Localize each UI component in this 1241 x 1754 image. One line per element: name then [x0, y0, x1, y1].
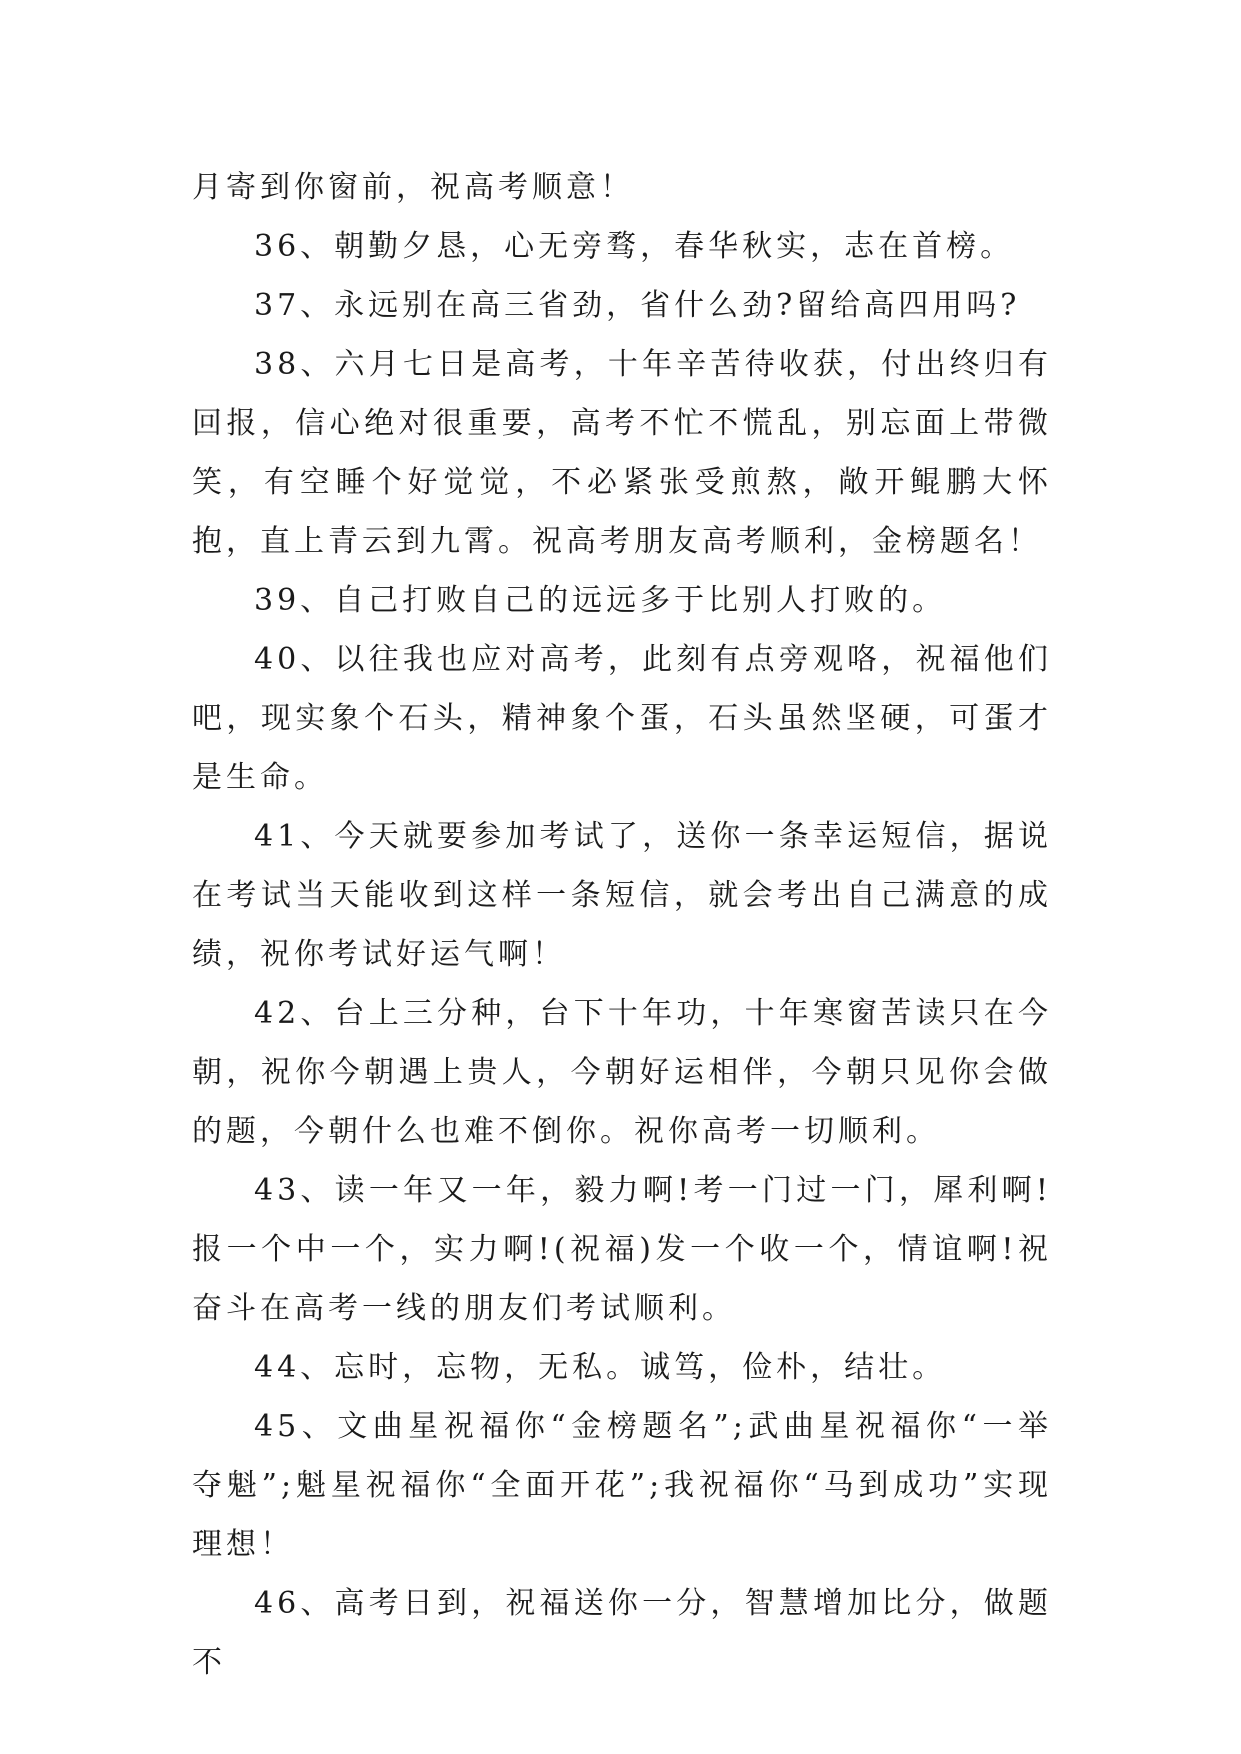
paragraph-continuation: 月寄到你窗前，祝高考顺意！ — [192, 170, 634, 205]
paragraph-item-45: 45、文曲星祝福你“金榜题名”;武曲星祝福你“一举夺魁”;魁星祝福你“全面开花”;我祝福你“马到成功”实现理想！ — [192, 1409, 1052, 1562]
paragraph-item-40: 40、以往我也应对高考，此刻有点旁观咯，祝福他们吧，现实象个石头，精神象个蛋，石头虽然坚硬，可蛋才是生命。 — [192, 642, 1052, 795]
paragraph-item-42: 42、台上三分种，台下十年功，十年寒窗苦读只在今朝，祝你今朝遇上贵人，今朝好运相伴，今朝只见你会做的题，今朝什么也难不倒你。祝你高考一切顺利。 — [192, 996, 1052, 1149]
paragraph-item-41: 41、今天就要参加考试了，送你一条幸运短信，据说在考试当天能收到这样一条短信，就会考出自己满意的成绩，祝你考试好运气啊！ — [192, 819, 1052, 972]
paragraph-item-46: 46、高考日到，祝福送你一分，智慧增加比分，做题不 — [192, 1586, 1052, 1680]
paragraph-item-39: 39、自己打败自己的远远多于比别人打败的。 — [254, 583, 947, 618]
paragraph-item-43: 43、读一年又一年，毅力啊!考一门过一门，犀利啊!报一个中一个，实力啊!(祝福)发一个收一个，情谊啊!祝奋斗在高考一线的朋友们考试顺利。 — [192, 1173, 1052, 1326]
paragraph-item-37: 37、永远别在高三省劲，省什么劲?留给高四用吗? — [254, 288, 1021, 323]
paragraph-item-36: 36、朝勤夕恳，心无旁骛，春华秋实，志在首榜。 — [254, 229, 1015, 264]
document-body — [192, 158, 1052, 1692]
paragraph-item-44: 44、忘时，忘物，无私。诚笃，俭朴，结壮。 — [254, 1350, 947, 1385]
paragraph-item-38: 38、六月七日是高考，十年辛苦待收获，付出终归有回报，信心绝对很重要，高考不忙不慌乱，别忘面上带微笑，有空睡个好觉觉，不必紧张受煎熬，敞开鲲鹏大怀抱，直上青云到九霄。祝高考朋友高考顺利，金榜题名！ — [192, 347, 1052, 559]
